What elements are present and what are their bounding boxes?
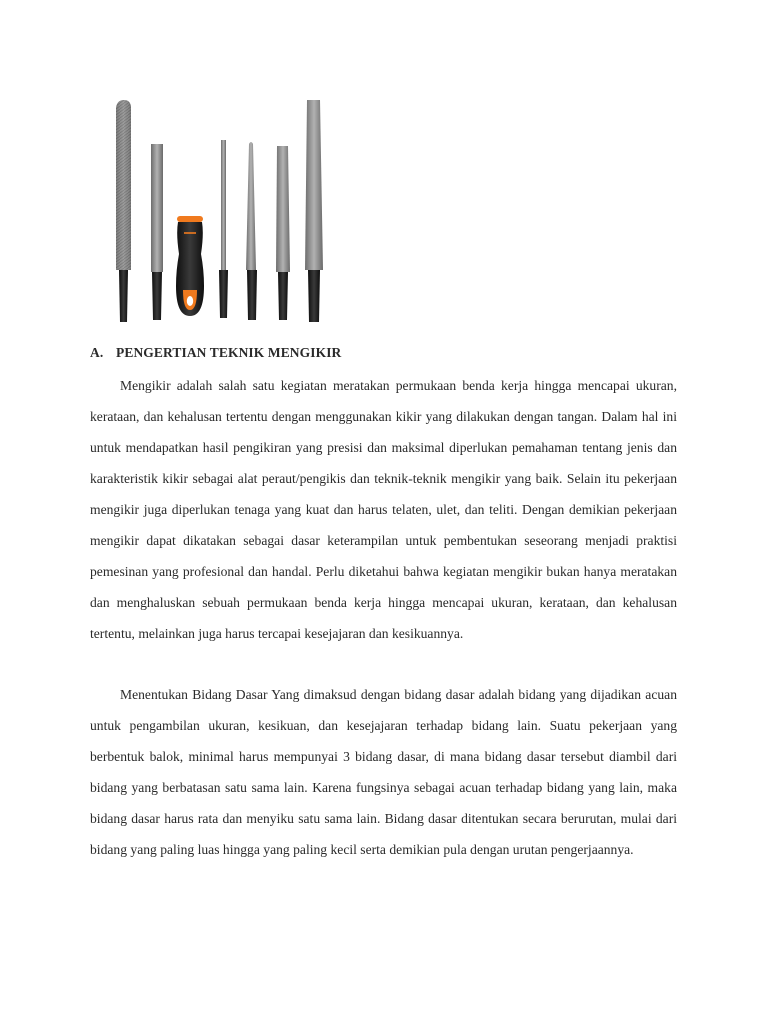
needle-file-icon <box>219 140 228 318</box>
section-number: A. <box>90 345 104 360</box>
round-file-icon <box>246 142 257 320</box>
half-round-file-icon <box>276 146 290 320</box>
section-title: PENGERTIAN TEKNIK MENGIKIR <box>116 345 342 360</box>
section-heading <box>90 345 341 361</box>
files-photo <box>100 94 340 330</box>
file-handle-icon <box>176 216 204 316</box>
flat-file-icon <box>151 144 163 320</box>
wide-flat-file-icon <box>305 100 323 322</box>
paragraph-definition: Mengikir adalah salah satu kegiatan meratakan permukaan benda kerja hingga mencapai ukuran, kerataan, dan kehalusan tertentu dengan menggunakan kikir yang dilakukan dengan tangan. Dalam hal ini untuk mendapatkan hasil pengikiran yang presisi dan maksimal diperlukan pemahaman tentang jenis dan karakteristik kikir sebagai alat peraut/pengikis dan teknik-teknik mengikir yang baik. Selain itu pekerjaan mengikir juga diperlukan tenaga yang kuat dan harus telaten, ulet, dan teliti. Dengan demikian pekerjaan mengikir dapat dikatakan sebagai dasar keterampilan untuk pembentukan seseorang menjadi praktisi pemesinan yang profesional dan handal. Perlu diketahui bahwa kegiatan mengikir bukan hanya meratakan dan menghaluskan sebuah permukaan benda kerja hingga mencapai ukuran, kerataan, dan kehalusan tertentu, melainkan juga harus tercapai kesejajaran dan kesikuannya. <box>90 378 677 641</box>
paragraph-base-plane: Menentukan Bidang Dasar Yang dimaksud dengan bidang dasar adalah bidang yang dijadikan acuan untuk pengambilan ukuran, kesikuan, dan kesejajaran terhadap bidang lain. Suatu pekerjaan yang berbentuk balok, minimal harus mempunyai 3 bidang dasar, di mana bidang dasar tersebut diambil dari bidang yang berbatasan satu sama lain. Karena fungsinya sebagai acuan terhadap bidang yang lain, maka bidang dasar harus rata dan menyiku satu sama lain. Bidang dasar ditentukan secara berurutan, mulai dari bidang yang paling luas hingga yang paling kecil serta demikian pula dengan urutan pengerjaannya. <box>90 687 677 857</box>
flat-rasp-icon <box>116 100 131 322</box>
